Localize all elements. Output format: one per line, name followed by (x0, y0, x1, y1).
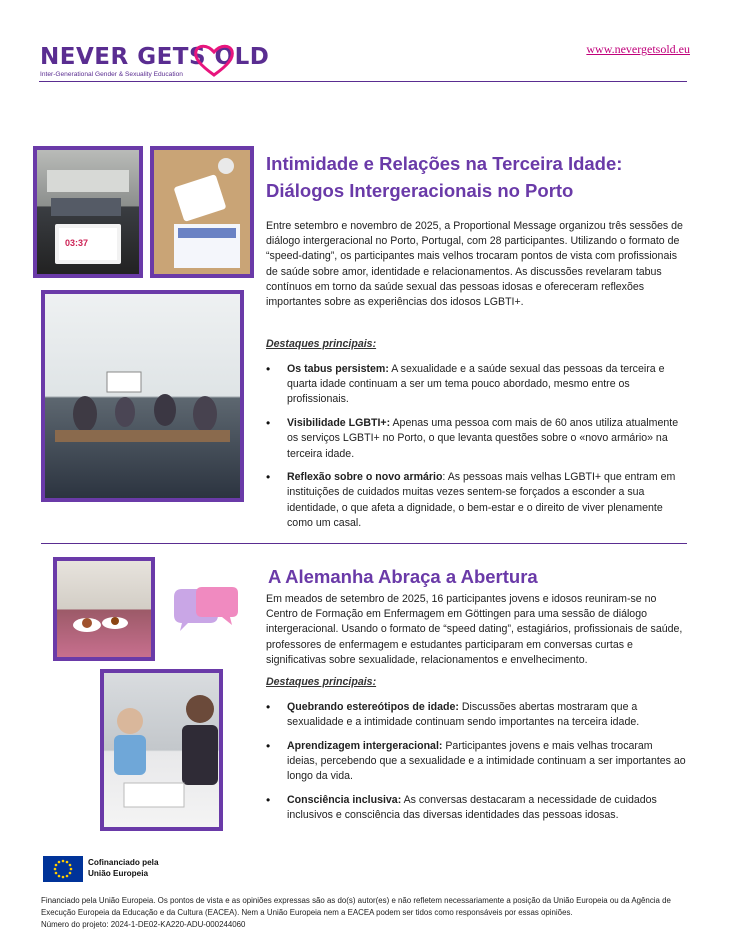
conversation-photo (100, 669, 223, 831)
website-link[interactable]: www.nevergetsold.eu (586, 42, 690, 56)
dialogue-session-photo (41, 290, 244, 502)
snacks-table-photo (53, 557, 155, 661)
list-item (266, 362, 686, 408)
section2-body: Em meados de setembro de 2025, 16 participantes jovens e idosos reuniram-se no Centro de Formação em Enfermagem em Göttingen para uma sessão de diálogo intergeracional. Usando o formato de “speed dating”, estagiários, profissionais de saúde, professores de enfermagem e estudantes participaram em conversas curtas e significativas sobre sexualidade, relacionamentos e envelhecimento. (266, 593, 683, 666)
highlight-text: A sexualidade e a saúde sexual das pessoas da terceira e quarta idade continuam a ser um tema pouco abordado, mesmo entre os profissionais. (287, 363, 665, 406)
highlight-text: : As pessoas mais velhas LGBTI+ que entram em instituições de cuidados muitas vezes sentem-se forçados a esconder a sua identidade, o que afeta a dignidade, o bem-estar e o direito de viver plenamente como um casal. (287, 471, 676, 529)
eu-label-line1: Cofinanciado pela (88, 858, 159, 867)
disclaimer (41, 895, 691, 931)
eu-cofunding-label (88, 857, 159, 879)
section2-highlights (266, 700, 686, 832)
eu-label-line2: União Europeia (88, 869, 149, 878)
highlight-text: Discussões abertas mostraram que a sexualidade e a intimidade continuam sendo importantes na terceira idade. (287, 701, 640, 729)
highlight-lead: Quebrando estereótipos de idade: (287, 701, 459, 713)
highlight-text: As conversas destacaram a necessidade de cuidados inclusivos e consciência das diversas identidades das pessoas idosas. (287, 794, 657, 822)
list-item (266, 470, 686, 531)
list-item (266, 793, 686, 823)
list-item (266, 739, 686, 785)
logo-subtitle: Inter-Generational Gender & Sexuality Education (40, 71, 183, 78)
highlight-lead: Aprendizagem intergeracional: (287, 739, 443, 752)
section1-title (266, 150, 686, 204)
section2-title: A Alemanha Abraça a Abertura (268, 566, 538, 587)
section1-body: Entre setembro e novembro de 2025, a Proportional Message organizou três sessões de diálogo intergeracional no Porto, Portugal, com 28 participantes. Utilizando o formato de “speed-dating”, os participantes mais velhos trocaram pontos de vista com profissionais de saúde sobre amor, identidade e relacionamentos. As discussões revelaram tabus contínuos em torno da saúde sexual das pessoas idosas e ofereceram reflexões importantes sobre as experiências dos idosos LGBTI+. (266, 220, 683, 309)
speech-bubbles-icon (170, 585, 242, 637)
eu-flag-icon (43, 856, 83, 882)
logo (40, 44, 270, 84)
section1-highlights (266, 362, 686, 540)
section1-highlights-label: Destaques principais: (266, 338, 377, 350)
highlight-lead: Consciência inclusiva: (287, 794, 402, 807)
section-divider (41, 543, 687, 544)
logo-wordmark: NEVER GETS OLD (40, 44, 270, 70)
highlight-lead: Reflexão sobre o novo armário (287, 471, 443, 484)
list-item (266, 700, 686, 730)
project-number: Número do projeto: 2024-1-DE02-KA220-ADU-000244060 (41, 920, 246, 929)
highlight-lead: Os tabus persistem: (287, 363, 389, 375)
section1-title-line2: Diálogos Intergeracionais no Porto (266, 180, 574, 201)
highlight-text: Participantes jovens e mais velhas trocaram ideias, percebendo que a sexualidade e a intimidade continuam a ser importantes ao longo da vida. (287, 739, 686, 783)
highlight-lead: Visibilidade LGBTI+: (287, 417, 391, 430)
heart-icon (190, 42, 238, 78)
table-flyer-photo (150, 146, 254, 278)
disclaimer-text: Financiado pela União Europeia. Os pontos de vista e as opiniões expressas são as do(s) autor(es) e não refletem necessariamente a posição da União Europeia ou da Agência de Execução Europeia da Educação e da Cultura (EACEA). Nem a União Europeia nem a EACEA podem ser tidos como responsáveis por essas opiniões. (41, 896, 671, 917)
svg-text:03:37: 03:37 (65, 238, 89, 248)
highlight-text: Apenas uma pessoa com mais de 60 anos utiliza atualmente os serviços LGBTI+ no Porto, o que levanta questões sobre o «novo armário» na terceira idade. (287, 417, 679, 460)
section2-highlights-label: Destaques principais: (266, 676, 377, 688)
meeting-room-photo (33, 146, 143, 278)
section1-title-line1: Intimidade e Relações na Terceira Idade: (266, 153, 623, 174)
list-item (266, 416, 686, 462)
header-divider (39, 81, 687, 82)
